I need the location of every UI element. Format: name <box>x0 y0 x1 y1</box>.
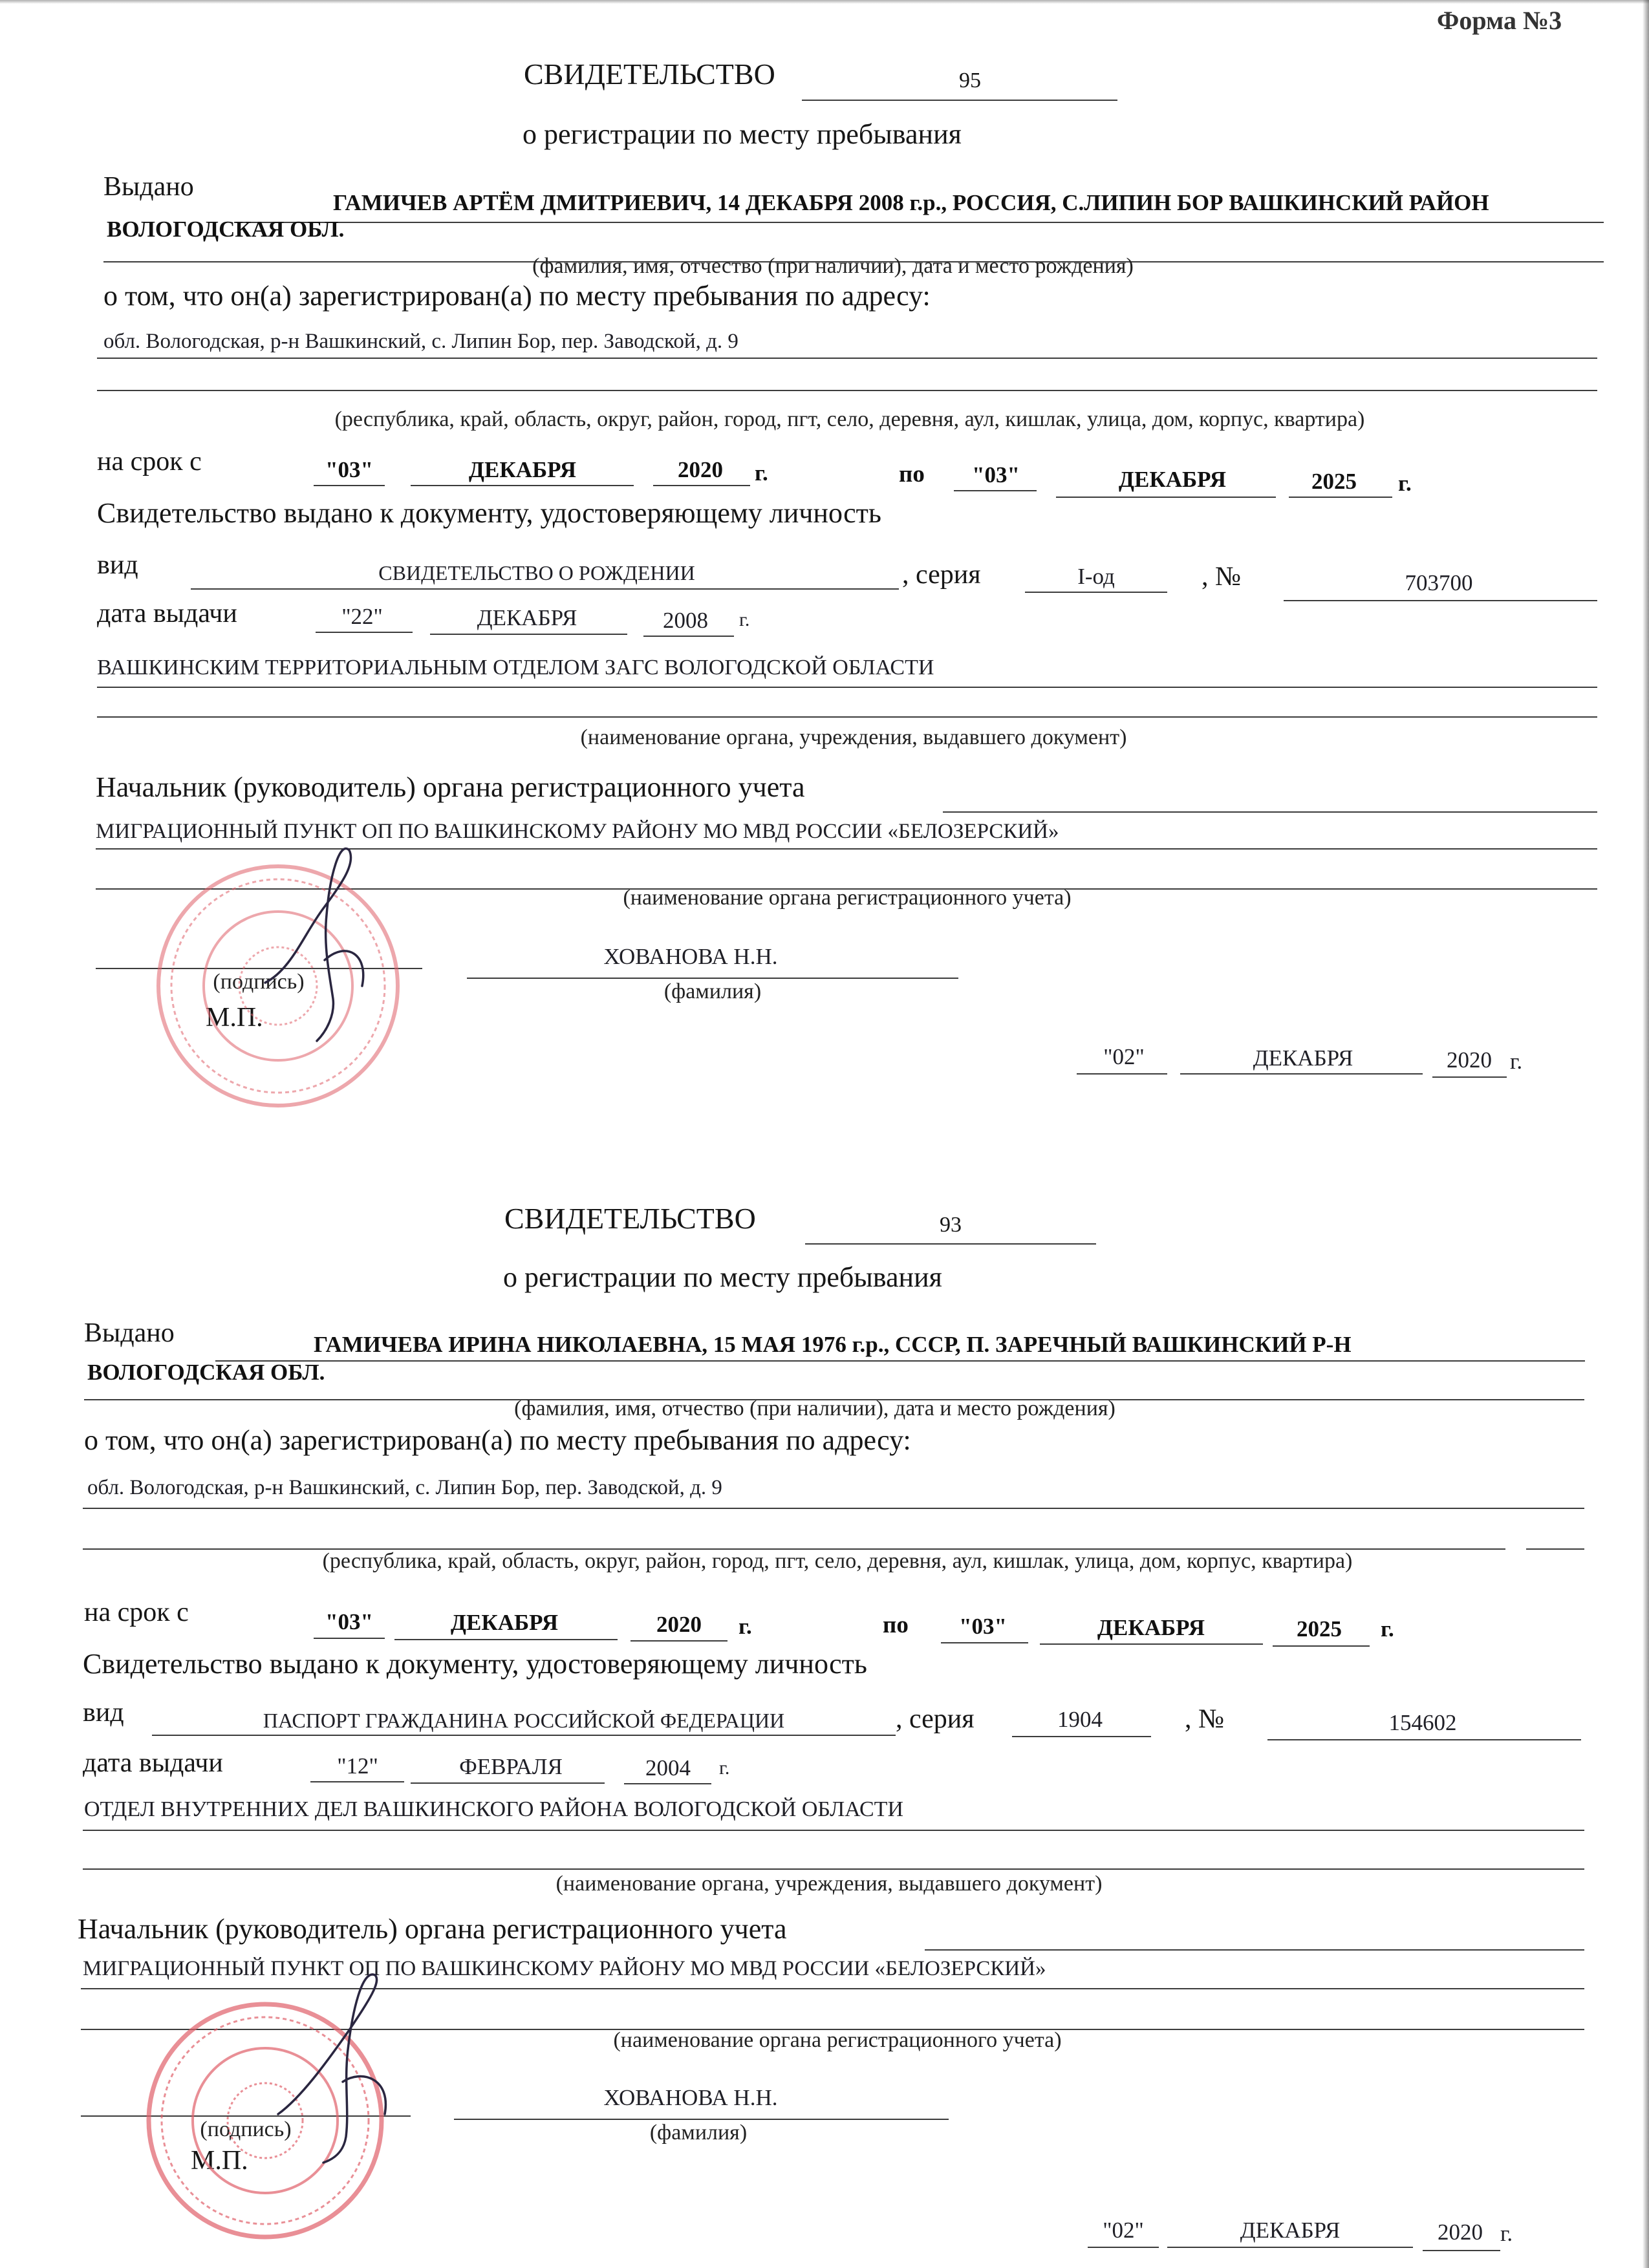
certificate-subtitle: о регистрации по месту пребывания <box>503 1261 942 1293</box>
rule <box>1289 497 1392 498</box>
rule <box>1180 1073 1423 1075</box>
rule <box>630 1640 727 1642</box>
signature-icon <box>265 1965 414 2166</box>
rule <box>83 1830 1584 1831</box>
person-caption: (фамилия, имя, отчество (при наличии), дата и место рождения) <box>532 254 1134 278</box>
issued-to-label: Выдано <box>84 1318 175 1348</box>
from-month: ДЕКАБРЯ <box>468 457 577 482</box>
sign-year: 2020 <box>1447 1047 1492 1073</box>
rule <box>1025 592 1167 593</box>
certificate-number: 95 <box>959 69 981 92</box>
sign-month: ДЕКАБРЯ <box>1240 2218 1341 2243</box>
year-suffix: г. <box>1381 1616 1394 1642</box>
rule <box>97 687 1597 688</box>
rule <box>1040 1643 1263 1645</box>
rule <box>316 632 413 633</box>
doc-series-value: 1904 <box>1057 1707 1103 1732</box>
doc-number-value: 703700 <box>1405 570 1473 595</box>
rule <box>1526 1548 1584 1550</box>
number-underline <box>802 100 1117 101</box>
year-suffix: г. <box>738 1614 752 1639</box>
issue-date-label: дата выдачи <box>97 599 237 628</box>
to-year: 2025 <box>1311 469 1357 494</box>
rule <box>97 358 1597 359</box>
sign-month: ДЕКАБРЯ <box>1253 1045 1353 1071</box>
signature-caption: (подпись) <box>200 2117 292 2141</box>
from-year: 2020 <box>678 457 723 482</box>
number-label: , № <box>1185 1704 1225 1734</box>
issue-month: ФЕВРАЛЯ <box>459 1754 563 1779</box>
doc-kind-value: СВИДЕТЕЛЬСТВО О РОЖДЕНИИ <box>378 561 695 584</box>
year-suffix: г. <box>1500 2221 1513 2246</box>
rule <box>83 1508 1584 1509</box>
series-label: , серия <box>896 1704 975 1734</box>
rule <box>643 636 734 637</box>
rule <box>191 588 899 590</box>
rule <box>1167 2247 1413 2248</box>
authority-caption: (наименование органа, учреждения, выдавшего документ) <box>555 1872 1103 1896</box>
term-from-label: на срок с <box>84 1598 189 1627</box>
issue-year: 2008 <box>663 608 708 633</box>
year-suffix: г. <box>739 609 750 630</box>
reg-org-value: МИГРАЦИОННЫЙ ПУНКТ ОП ПО ВАШКИНСКОМУ РАЙОНУ МО МВД РОССИИ «БЕЛОЗЕРСКИЙ» <box>96 820 1059 843</box>
reg-org-value: МИГРАЦИОННЫЙ ПУНКТ ОП ПО ВАШКИНСКОМУ РАЙОНУ МО МВД РОССИИ «БЕЛОЗЕРСКИЙ» <box>83 1957 1046 1980</box>
reg-org-caption: (наименование органа регистрационного учета) <box>623 886 1072 910</box>
doc-number-value: 154602 <box>1388 1710 1457 1735</box>
term-from-label: на срок с <box>97 447 202 476</box>
issue-day: "12" <box>337 1753 378 1779</box>
issued-for-doc-label: Свидетельство выдано к документу, удостоверяющему личность <box>83 1648 867 1680</box>
issued-to-label: Выдано <box>103 172 194 202</box>
sign-day: "02" <box>1103 1044 1145 1069</box>
rule <box>1284 600 1597 601</box>
authority-caption: (наименование органа, учреждения, выдавшего документ) <box>580 725 1127 749</box>
person-line-2: ВОЛОГОДСКАЯ ОБЛ. <box>87 1360 325 1385</box>
rule <box>97 390 1597 391</box>
term-to-label: по <box>883 1612 909 1638</box>
doc-kind-label: вид <box>83 1698 124 1728</box>
issue-month: ДЕКАБРЯ <box>477 605 577 630</box>
rule <box>1273 1645 1370 1647</box>
doc-series-value: I-од <box>1077 564 1115 589</box>
signature-icon <box>252 837 394 1051</box>
reg-org-caption: (наименование органа регистрационного учета) <box>613 2028 1062 2052</box>
person-line-1: ГАМИЧЕВ АРТЁМ ДМИТРИЕВИЧ, 14 ДЕКАБРЯ 2008 г.р., РОССИЯ, С.ЛИПИН БОР ВАШКИНСКИЙ РАЙОН <box>333 190 1489 215</box>
issue-day: "22" <box>341 604 383 629</box>
seal-place-label: М.П. <box>191 2146 248 2176</box>
year-suffix: г. <box>1398 471 1412 496</box>
series-label: , серия <box>902 560 981 590</box>
rule <box>943 811 1597 813</box>
certificate-number: 93 <box>940 1213 962 1237</box>
official-name: ХОВАНОВА Н.Н. <box>603 2085 778 2110</box>
issued-for-doc-label: Свидетельство выдано к документу, удостоверяющему личность <box>97 497 881 529</box>
year-suffix: г. <box>719 1757 730 1779</box>
rule <box>215 1360 1585 1362</box>
rule <box>1423 2250 1500 2251</box>
head-label: Начальник (руководитель) органа регистрационного учета <box>78 1913 787 1945</box>
from-year: 2020 <box>656 1612 702 1637</box>
authority-value: ОТДЕЛ ВНУТРЕННИХ ДЕЛ ВАШКИНСКОГО РАЙОНА ВОЛОГОДСКОЙ ОБЛАСТИ <box>84 1797 903 1821</box>
issue-year: 2004 <box>645 1755 691 1781</box>
rule <box>624 1783 711 1784</box>
sign-day: "02" <box>1103 2218 1144 2243</box>
rule <box>1088 2247 1159 2248</box>
official-name: ХОВАНОВА Н.Н. <box>603 944 778 969</box>
to-day: "03" <box>959 1614 1007 1639</box>
person-caption: (фамилия, имя, отчество (при наличии), дата и место рождения) <box>514 1396 1116 1420</box>
rule <box>1077 1073 1167 1075</box>
rule <box>454 2119 949 2120</box>
doc-kind-label: вид <box>97 550 138 580</box>
rule <box>467 978 958 979</box>
rule <box>1432 1076 1507 1078</box>
from-day: "03" <box>325 457 373 482</box>
certificate-title: СВИДЕТЕЛЬСТВО <box>524 58 775 91</box>
number-underline <box>805 1243 1096 1245</box>
rule <box>310 1781 404 1782</box>
year-suffix: г. <box>1510 1049 1523 1074</box>
to-year: 2025 <box>1297 1616 1342 1642</box>
form-label: Форма №3 <box>1437 6 1562 35</box>
rule <box>234 222 1604 223</box>
signature-caption: (подпись) <box>213 970 305 994</box>
number-label: , № <box>1202 562 1242 592</box>
certificate-title: СВИДЕТЕЛЬСТВО <box>504 1202 756 1235</box>
doc-kind-value: ПАСПОРТ ГРАЖДАНИНА РОССИЙСКОЙ ФЕДЕРАЦИИ <box>263 1709 785 1732</box>
rule <box>1056 497 1276 498</box>
rule <box>394 1639 618 1640</box>
rule <box>653 485 750 486</box>
surname-caption: (фамилия) <box>649 2121 748 2145</box>
scan-right-edge <box>1643 0 1649 2268</box>
to-month: ДЕКАБРЯ <box>1097 1615 1205 1640</box>
address-caption: (республика, край, область, округ, район, город, пгт, село, деревня, аул, кишлак, улица, дом, корпус, квартира) <box>322 1549 1353 1573</box>
person-line-2: ВОЛОГОДСКАЯ ОБЛ. <box>107 217 345 242</box>
rule <box>83 1868 1584 1870</box>
term-to-label: по <box>899 461 925 487</box>
seal-place-label: М.П. <box>206 1003 263 1032</box>
from-day: "03" <box>325 1609 373 1634</box>
rule <box>925 1949 1584 1951</box>
scan-top-edge <box>0 0 1649 4</box>
rule <box>411 485 634 486</box>
authority-value: ВАШКИНСКИМ ТЕРРИТОРИАЛЬНЫМ ОТДЕЛОМ ЗАГС ВОЛОГОДСКОЙ ОБЛАСТИ <box>97 656 934 679</box>
sign-year: 2020 <box>1438 2220 1483 2245</box>
about-label: о том, что он(а) зарегистрирован(а) по месту пребывания по адресу: <box>103 280 931 312</box>
rule <box>941 1642 1028 1643</box>
address-value: обл. Вологодская, р-н Вашкинский, с. Липин Бор, пер. Заводской, д. 9 <box>103 330 738 353</box>
rule <box>954 490 1037 491</box>
head-label: Начальник (руководитель) органа регистрационного учета <box>96 771 805 803</box>
address-value: обл. Вологодская, р-н Вашкинский, с. Липин Бор, пер. Заводской, д. 9 <box>87 1476 722 1499</box>
certificate-subtitle: о регистрации по месту пребывания <box>523 118 962 150</box>
from-month: ДЕКАБРЯ <box>450 1610 559 1635</box>
rule <box>152 1735 896 1736</box>
surname-caption: (фамилия) <box>663 979 762 1003</box>
rule <box>1012 1736 1151 1737</box>
rule <box>1267 1739 1581 1740</box>
about-label: о том, что он(а) зарегистрирован(а) по месту пребывания по адресу: <box>84 1424 911 1456</box>
year-suffix: г. <box>755 460 768 486</box>
rule <box>314 485 385 486</box>
rule <box>314 1638 385 1639</box>
address-caption: (республика, край, область, округ, район, город, пгт, село, деревня, аул, кишлак, улица, дом, корпус, квартира) <box>334 407 1365 431</box>
rule <box>430 634 627 635</box>
issue-date-label: дата выдачи <box>83 1748 223 1778</box>
rule <box>97 716 1597 718</box>
person-line-1: ГАМИЧЕВА ИРИНА НИКОЛАЕВНА, 15 МАЯ 1976 г.р., СССР, П. ЗАРЕЧНЫЙ ВАШКИНСКИЙ Р-Н <box>314 1332 1352 1357</box>
to-month: ДЕКАБРЯ <box>1118 467 1227 492</box>
rule <box>411 1782 605 1784</box>
to-day: "03" <box>972 462 1020 487</box>
